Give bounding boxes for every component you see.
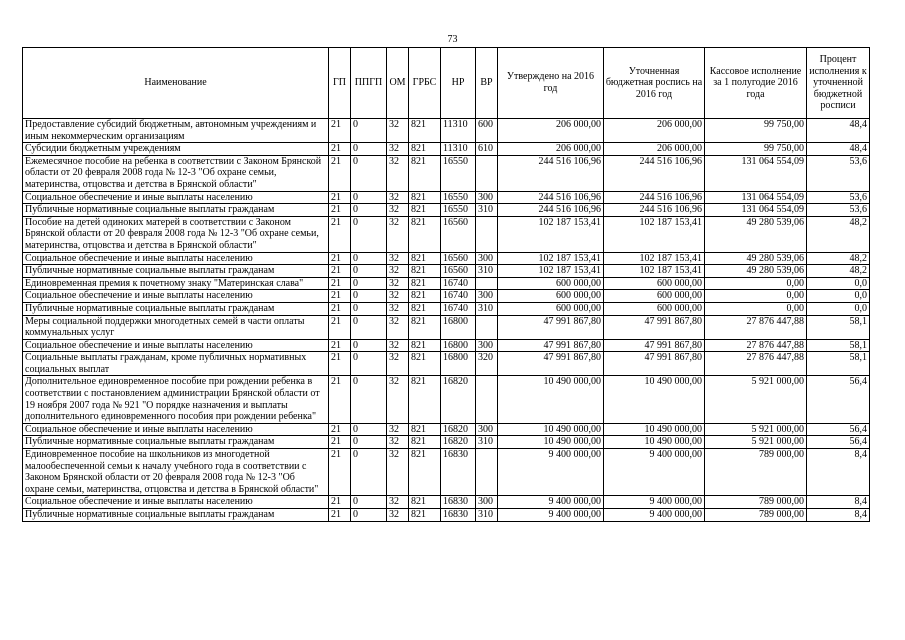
cell-cash: 0,00 bbox=[705, 290, 807, 303]
cell-ppgp: 0 bbox=[351, 191, 387, 204]
cell-om: 32 bbox=[387, 191, 409, 204]
cell-gp: 21 bbox=[329, 509, 351, 522]
cell-name: Единовременная премия к почетному знаку "Материнская слава" bbox=[23, 277, 329, 290]
cell-ppgp: 0 bbox=[351, 119, 387, 143]
table-row bbox=[23, 290, 870, 303]
table-row bbox=[23, 216, 870, 252]
cell-nr: 16550 bbox=[441, 191, 476, 204]
cell-percent: 48,2 bbox=[807, 265, 870, 278]
cell-nr: 16550 bbox=[441, 204, 476, 217]
cell-vr: 300 bbox=[476, 191, 498, 204]
cell-grbs: 821 bbox=[409, 265, 441, 278]
cell-ppgp: 0 bbox=[351, 509, 387, 522]
cell-percent: 53,6 bbox=[807, 155, 870, 191]
cell-refined: 244 516 106,96 bbox=[604, 204, 705, 217]
cell-nr: 16560 bbox=[441, 252, 476, 265]
header-vr: ВР bbox=[476, 48, 498, 119]
cell-refined: 9 400 000,00 bbox=[604, 496, 705, 509]
cell-approved: 102 187 153,41 bbox=[498, 216, 604, 252]
header-cash: Кассовое исполнение за 1 полугодие 2016 года bbox=[705, 48, 807, 119]
cell-om: 32 bbox=[387, 436, 409, 449]
cell-approved: 206 000,00 bbox=[498, 143, 604, 156]
cell-cash: 131 064 554,09 bbox=[705, 191, 807, 204]
cell-nr: 16800 bbox=[441, 315, 476, 339]
cell-refined: 47 991 867,80 bbox=[604, 352, 705, 376]
cell-ppgp: 0 bbox=[351, 376, 387, 423]
cell-name: Публичные нормативные социальные выплаты гражданам bbox=[23, 265, 329, 278]
cell-approved: 244 516 106,96 bbox=[498, 155, 604, 191]
header-name: Наименование bbox=[23, 48, 329, 119]
cell-refined: 10 490 000,00 bbox=[604, 423, 705, 436]
cell-cash: 49 280 539,06 bbox=[705, 216, 807, 252]
cell-nr: 16830 bbox=[441, 496, 476, 509]
cell-grbs: 821 bbox=[409, 339, 441, 352]
cell-vr: 310 bbox=[476, 302, 498, 315]
table-row bbox=[23, 436, 870, 449]
cell-nr: 16820 bbox=[441, 436, 476, 449]
header-percent: Процент исполнения к уточненной бюджетной росписи bbox=[807, 48, 870, 119]
cell-cash: 27 876 447,88 bbox=[705, 339, 807, 352]
cell-vr: 600 bbox=[476, 119, 498, 143]
cell-gp: 21 bbox=[329, 315, 351, 339]
cell-ppgp: 0 bbox=[351, 423, 387, 436]
cell-refined: 9 400 000,00 bbox=[604, 449, 705, 496]
cell-percent: 0,0 bbox=[807, 302, 870, 315]
cell-cash: 5 921 000,00 bbox=[705, 376, 807, 423]
header-om: ОМ bbox=[387, 48, 409, 119]
cell-name: Единовременное пособие на школьников из многодетной малообеспеченной семьи к началу учебного года в соответствии с Законом Брянской области от 20 февраля 2008 года № 12-3 "Об охране семьи, материнства, отцовства и детства в Брянской области" bbox=[23, 449, 329, 496]
cell-approved: 102 187 153,41 bbox=[498, 265, 604, 278]
cell-ppgp: 0 bbox=[351, 449, 387, 496]
header-gp: ГП bbox=[329, 48, 351, 119]
cell-nr: 16820 bbox=[441, 376, 476, 423]
cell-refined: 244 516 106,96 bbox=[604, 155, 705, 191]
cell-percent: 56,4 bbox=[807, 436, 870, 449]
cell-cash: 49 280 539,06 bbox=[705, 252, 807, 265]
cell-ppgp: 0 bbox=[351, 204, 387, 217]
cell-approved: 10 490 000,00 bbox=[498, 376, 604, 423]
cell-grbs: 821 bbox=[409, 315, 441, 339]
cell-ppgp: 0 bbox=[351, 436, 387, 449]
table-row bbox=[23, 423, 870, 436]
cell-om: 32 bbox=[387, 449, 409, 496]
table-row bbox=[23, 509, 870, 522]
table-row bbox=[23, 315, 870, 339]
cell-om: 32 bbox=[387, 290, 409, 303]
cell-name: Социальные выплаты гражданам, кроме публичных нормативных социальных выплат bbox=[23, 352, 329, 376]
cell-om: 32 bbox=[387, 143, 409, 156]
cell-gp: 21 bbox=[329, 436, 351, 449]
cell-approved: 206 000,00 bbox=[498, 119, 604, 143]
cell-percent: 0,0 bbox=[807, 277, 870, 290]
cell-name: Пособие на детей одиноких матерей в соответствии с Законом Брянской области от 20 февраля 2008 года № 12-3 "Об охране семьи, материнства, отцовства и детства в Брянской области" bbox=[23, 216, 329, 252]
cell-grbs: 821 bbox=[409, 290, 441, 303]
cell-vr: 320 bbox=[476, 352, 498, 376]
cell-grbs: 821 bbox=[409, 302, 441, 315]
cell-refined: 102 187 153,41 bbox=[604, 252, 705, 265]
budget-execution-table bbox=[22, 47, 870, 522]
cell-gp: 21 bbox=[329, 449, 351, 496]
cell-approved: 10 490 000,00 bbox=[498, 423, 604, 436]
cell-refined: 206 000,00 bbox=[604, 143, 705, 156]
cell-gp: 21 bbox=[329, 265, 351, 278]
table-row bbox=[23, 339, 870, 352]
cell-approved: 102 187 153,41 bbox=[498, 252, 604, 265]
table-header-row bbox=[23, 48, 870, 119]
cell-vr: 310 bbox=[476, 509, 498, 522]
table-row bbox=[23, 376, 870, 423]
cell-grbs: 821 bbox=[409, 509, 441, 522]
cell-nr: 16740 bbox=[441, 277, 476, 290]
cell-gp: 21 bbox=[329, 277, 351, 290]
cell-grbs: 821 bbox=[409, 204, 441, 217]
cell-percent: 56,4 bbox=[807, 376, 870, 423]
cell-name: Меры социальной поддержки многодетных семей в части оплаты коммунальных услуг bbox=[23, 315, 329, 339]
cell-percent: 8,4 bbox=[807, 509, 870, 522]
cell-vr: 610 bbox=[476, 143, 498, 156]
cell-percent: 53,6 bbox=[807, 191, 870, 204]
table-row bbox=[23, 143, 870, 156]
cell-refined: 9 400 000,00 bbox=[604, 509, 705, 522]
cell-nr: 16820 bbox=[441, 423, 476, 436]
cell-ppgp: 0 bbox=[351, 496, 387, 509]
cell-cash: 99 750,00 bbox=[705, 143, 807, 156]
cell-om: 32 bbox=[387, 204, 409, 217]
cell-refined: 206 000,00 bbox=[604, 119, 705, 143]
cell-approved: 47 991 867,80 bbox=[498, 352, 604, 376]
cell-om: 32 bbox=[387, 119, 409, 143]
cell-om: 32 bbox=[387, 352, 409, 376]
cell-name: Социальное обеспечение и иные выплаты населению bbox=[23, 339, 329, 352]
cell-ppgp: 0 bbox=[351, 265, 387, 278]
cell-refined: 102 187 153,41 bbox=[604, 265, 705, 278]
cell-cash: 99 750,00 bbox=[705, 119, 807, 143]
cell-cash: 789 000,00 bbox=[705, 496, 807, 509]
cell-percent: 48,4 bbox=[807, 143, 870, 156]
cell-om: 32 bbox=[387, 155, 409, 191]
table-row bbox=[23, 191, 870, 204]
cell-ppgp: 0 bbox=[351, 352, 387, 376]
cell-vr: 300 bbox=[476, 290, 498, 303]
cell-gp: 21 bbox=[329, 155, 351, 191]
cell-vr bbox=[476, 315, 498, 339]
cell-ppgp: 0 bbox=[351, 339, 387, 352]
table-row bbox=[23, 252, 870, 265]
cell-refined: 47 991 867,80 bbox=[604, 315, 705, 339]
cell-refined: 244 516 106,96 bbox=[604, 191, 705, 204]
cell-percent: 0,0 bbox=[807, 290, 870, 303]
cell-name: Социальное обеспечение и иные выплаты населению bbox=[23, 290, 329, 303]
cell-grbs: 821 bbox=[409, 191, 441, 204]
cell-gp: 21 bbox=[329, 496, 351, 509]
cell-percent: 48,2 bbox=[807, 252, 870, 265]
cell-vr: 310 bbox=[476, 436, 498, 449]
cell-om: 32 bbox=[387, 509, 409, 522]
cell-grbs: 821 bbox=[409, 376, 441, 423]
cell-name: Публичные нормативные социальные выплаты гражданам bbox=[23, 204, 329, 217]
cell-ppgp: 0 bbox=[351, 252, 387, 265]
cell-om: 32 bbox=[387, 302, 409, 315]
cell-approved: 47 991 867,80 bbox=[498, 339, 604, 352]
page-number: 73 bbox=[447, 34, 458, 45]
cell-gp: 21 bbox=[329, 339, 351, 352]
cell-cash: 27 876 447,88 bbox=[705, 315, 807, 339]
cell-refined: 600 000,00 bbox=[604, 277, 705, 290]
cell-vr: 300 bbox=[476, 496, 498, 509]
cell-nr: 16830 bbox=[441, 449, 476, 496]
cell-nr: 16800 bbox=[441, 352, 476, 376]
cell-vr bbox=[476, 277, 498, 290]
cell-grbs: 821 bbox=[409, 352, 441, 376]
cell-name: Социальное обеспечение и иные выплаты населению bbox=[23, 423, 329, 436]
cell-approved: 47 991 867,80 bbox=[498, 315, 604, 339]
header-refined: Уточненная бюджетная роспись на 2016 год bbox=[604, 48, 705, 119]
cell-name: Предоставление субсидий бюджетным, автономным учреждениям и иным некоммерческим организациям bbox=[23, 119, 329, 143]
cell-name: Социальное обеспечение и иные выплаты населению bbox=[23, 496, 329, 509]
cell-vr bbox=[476, 449, 498, 496]
cell-om: 32 bbox=[387, 216, 409, 252]
cell-grbs: 821 bbox=[409, 252, 441, 265]
cell-nr: 16560 bbox=[441, 216, 476, 252]
cell-gp: 21 bbox=[329, 290, 351, 303]
cell-grbs: 821 bbox=[409, 436, 441, 449]
cell-name: Субсидии бюджетным учреждениям bbox=[23, 143, 329, 156]
cell-gp: 21 bbox=[329, 204, 351, 217]
cell-percent: 58,1 bbox=[807, 315, 870, 339]
cell-vr: 300 bbox=[476, 423, 498, 436]
cell-approved: 244 516 106,96 bbox=[498, 204, 604, 217]
cell-vr: 300 bbox=[476, 339, 498, 352]
cell-vr: 300 bbox=[476, 252, 498, 265]
table-row bbox=[23, 352, 870, 376]
cell-om: 32 bbox=[387, 376, 409, 423]
cell-nr: 11310 bbox=[441, 119, 476, 143]
cell-name: Публичные нормативные социальные выплаты гражданам bbox=[23, 302, 329, 315]
cell-name: Публичные нормативные социальные выплаты гражданам bbox=[23, 436, 329, 449]
cell-percent: 8,4 bbox=[807, 449, 870, 496]
cell-nr: 16560 bbox=[441, 265, 476, 278]
cell-nr: 16740 bbox=[441, 302, 476, 315]
cell-ppgp: 0 bbox=[351, 302, 387, 315]
cell-om: 32 bbox=[387, 265, 409, 278]
cell-grbs: 821 bbox=[409, 423, 441, 436]
cell-percent: 56,4 bbox=[807, 423, 870, 436]
table-body bbox=[23, 119, 870, 522]
table-row bbox=[23, 496, 870, 509]
cell-approved: 9 400 000,00 bbox=[498, 449, 604, 496]
cell-om: 32 bbox=[387, 496, 409, 509]
cell-gp: 21 bbox=[329, 352, 351, 376]
cell-ppgp: 0 bbox=[351, 143, 387, 156]
table-row bbox=[23, 204, 870, 217]
cell-approved: 600 000,00 bbox=[498, 277, 604, 290]
cell-ppgp: 0 bbox=[351, 290, 387, 303]
cell-gp: 21 bbox=[329, 376, 351, 423]
cell-name: Ежемесячное пособие на ребенка в соответствии с Законом Брянской области от 20 февраля 2008 года № 12-3 "Об охране семьи, материнства, отцовства и детства в Брянской области" bbox=[23, 155, 329, 191]
cell-refined: 10 490 000,00 bbox=[604, 376, 705, 423]
cell-gp: 21 bbox=[329, 143, 351, 156]
table-row bbox=[23, 277, 870, 290]
table-row bbox=[23, 155, 870, 191]
cell-approved: 9 400 000,00 bbox=[498, 509, 604, 522]
cell-grbs: 821 bbox=[409, 277, 441, 290]
cell-nr: 16800 bbox=[441, 339, 476, 352]
cell-om: 32 bbox=[387, 252, 409, 265]
cell-ppgp: 0 bbox=[351, 155, 387, 191]
header-approved: Утверждено на 2016 год bbox=[498, 48, 604, 119]
cell-percent: 48,4 bbox=[807, 119, 870, 143]
cell-refined: 600 000,00 bbox=[604, 290, 705, 303]
cell-percent: 58,1 bbox=[807, 352, 870, 376]
cell-approved: 600 000,00 bbox=[498, 290, 604, 303]
cell-name: Социальное обеспечение и иные выплаты населению bbox=[23, 252, 329, 265]
cell-gp: 21 bbox=[329, 119, 351, 143]
cell-grbs: 821 bbox=[409, 496, 441, 509]
cell-nr: 16550 bbox=[441, 155, 476, 191]
cell-percent: 8,4 bbox=[807, 496, 870, 509]
cell-approved: 600 000,00 bbox=[498, 302, 604, 315]
cell-om: 32 bbox=[387, 339, 409, 352]
cell-cash: 27 876 447,88 bbox=[705, 352, 807, 376]
cell-refined: 102 187 153,41 bbox=[604, 216, 705, 252]
cell-cash: 789 000,00 bbox=[705, 509, 807, 522]
cell-cash: 49 280 539,06 bbox=[705, 265, 807, 278]
cell-grbs: 821 bbox=[409, 119, 441, 143]
table-row bbox=[23, 265, 870, 278]
cell-grbs: 821 bbox=[409, 449, 441, 496]
table-row bbox=[23, 302, 870, 315]
cell-cash: 131 064 554,09 bbox=[705, 204, 807, 217]
cell-grbs: 821 bbox=[409, 216, 441, 252]
cell-grbs: 821 bbox=[409, 143, 441, 156]
cell-cash: 131 064 554,09 bbox=[705, 155, 807, 191]
cell-ppgp: 0 bbox=[351, 277, 387, 290]
table-row bbox=[23, 119, 870, 143]
cell-name: Социальное обеспечение и иные выплаты населению bbox=[23, 191, 329, 204]
cell-vr bbox=[476, 216, 498, 252]
cell-ppgp: 0 bbox=[351, 216, 387, 252]
cell-om: 32 bbox=[387, 277, 409, 290]
cell-grbs: 821 bbox=[409, 155, 441, 191]
cell-approved: 244 516 106,96 bbox=[498, 191, 604, 204]
cell-nr: 16830 bbox=[441, 509, 476, 522]
cell-cash: 5 921 000,00 bbox=[705, 423, 807, 436]
table-row bbox=[23, 449, 870, 496]
cell-cash: 5 921 000,00 bbox=[705, 436, 807, 449]
cell-gp: 21 bbox=[329, 216, 351, 252]
cell-gp: 21 bbox=[329, 302, 351, 315]
cell-gp: 21 bbox=[329, 423, 351, 436]
cell-om: 32 bbox=[387, 315, 409, 339]
cell-approved: 9 400 000,00 bbox=[498, 496, 604, 509]
header-ppgp: ППГП bbox=[351, 48, 387, 119]
cell-approved: 10 490 000,00 bbox=[498, 436, 604, 449]
cell-vr: 310 bbox=[476, 204, 498, 217]
cell-percent: 53,6 bbox=[807, 204, 870, 217]
cell-refined: 10 490 000,00 bbox=[604, 436, 705, 449]
cell-percent: 58,1 bbox=[807, 339, 870, 352]
cell-vr: 310 bbox=[476, 265, 498, 278]
cell-name: Публичные нормативные социальные выплаты гражданам bbox=[23, 509, 329, 522]
cell-cash: 789 000,00 bbox=[705, 449, 807, 496]
cell-ppgp: 0 bbox=[351, 315, 387, 339]
header-nr: НР bbox=[441, 48, 476, 119]
cell-vr bbox=[476, 376, 498, 423]
header-grbs: ГРБС bbox=[409, 48, 441, 119]
cell-om: 32 bbox=[387, 423, 409, 436]
cell-nr: 11310 bbox=[441, 143, 476, 156]
cell-name: Дополнительное единовременное пособие при рождении ребенка в соответствии с постановлением администрации Брянской области от 19 ноября 2007 года № 921 "О порядке назначения и выплаты дополнительного единовременного пособия при рождении ребенка" bbox=[23, 376, 329, 423]
cell-vr bbox=[476, 155, 498, 191]
cell-gp: 21 bbox=[329, 191, 351, 204]
cell-refined: 600 000,00 bbox=[604, 302, 705, 315]
cell-refined: 47 991 867,80 bbox=[604, 339, 705, 352]
cell-gp: 21 bbox=[329, 252, 351, 265]
cell-percent: 48,2 bbox=[807, 216, 870, 252]
cell-cash: 0,00 bbox=[705, 302, 807, 315]
cell-cash: 0,00 bbox=[705, 277, 807, 290]
cell-nr: 16740 bbox=[441, 290, 476, 303]
